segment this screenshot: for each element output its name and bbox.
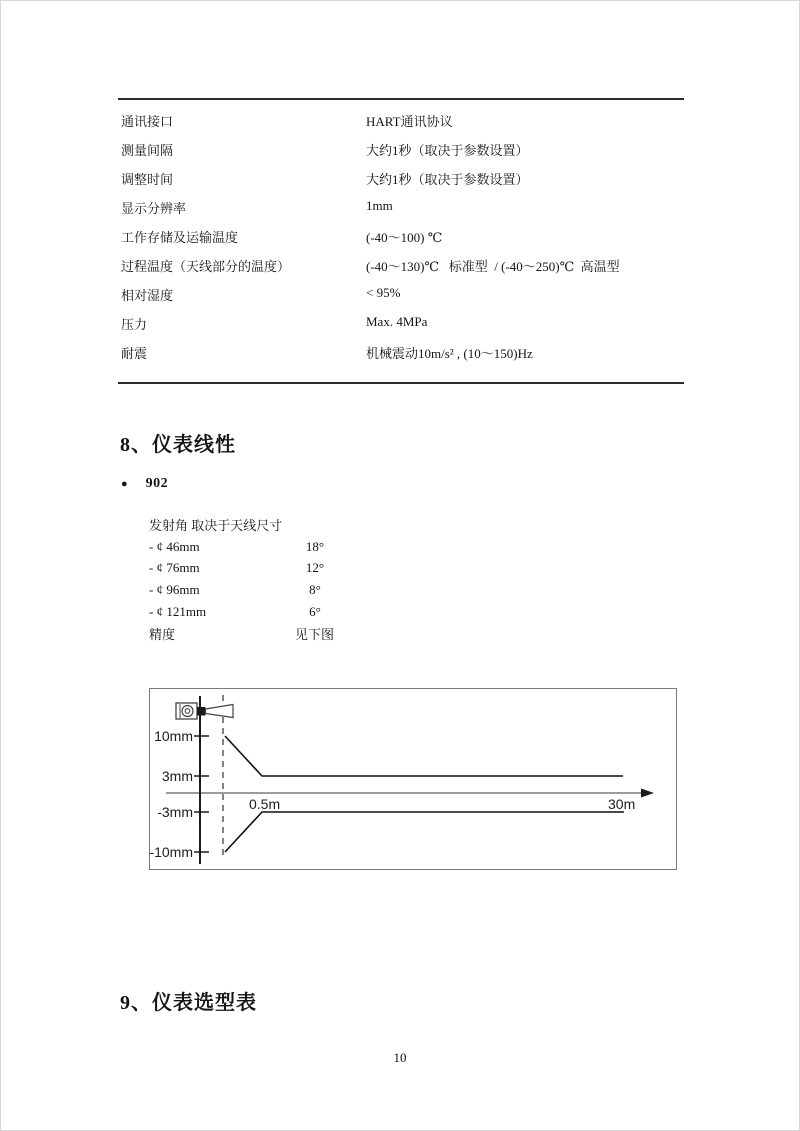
spec-label: 显示分辨率	[121, 201, 187, 216]
spec-label: 测量间隔	[121, 143, 174, 158]
accuracy-diagram-svg	[149, 688, 677, 870]
accuracy-label: 精度	[149, 626, 176, 642]
spec-value: 大约1秒（取决于参数设置）	[366, 143, 529, 158]
bullet-item-902	[121, 476, 168, 492]
spec-value: HART通讯协议	[366, 114, 453, 129]
beam-angle-list	[149, 514, 409, 644]
accuracy-diagram	[149, 688, 677, 870]
section-9-title: 9、仪表选型表	[120, 992, 257, 1014]
y-label-10mm: 10mm	[154, 728, 193, 744]
spec-label: 通讯接口	[121, 114, 174, 129]
y-label-neg3mm: -3mm	[157, 804, 193, 820]
spec-value: 大约1秒（取决于参数设置）	[366, 172, 529, 187]
spec-table	[118, 98, 684, 384]
beam-intro	[149, 514, 409, 536]
antenna-size: - ¢ 46mm	[149, 538, 200, 554]
table-row	[118, 285, 684, 314]
table-row	[118, 169, 684, 198]
x-label-far: 30m	[608, 796, 636, 812]
bullet-icon: ●	[121, 477, 128, 490]
table-row	[118, 227, 684, 256]
list-item	[149, 601, 409, 623]
list-item	[149, 536, 409, 558]
bullet-label: 902	[145, 476, 169, 491]
spec-value: Max. 4MPa	[366, 314, 428, 329]
table-row	[118, 140, 684, 169]
table-row	[118, 256, 684, 285]
page-number: 10	[393, 1050, 407, 1065]
spec-value: 1mm	[366, 198, 393, 213]
table-row	[118, 111, 684, 140]
list-item	[149, 579, 409, 601]
spec-label: 过程温度（天线部分的温度）	[121, 259, 291, 274]
spec-label: 工作存储及运输温度	[121, 230, 239, 245]
antenna-size: - ¢ 76mm	[149, 560, 200, 576]
beam-intro-text: 发射角 取决于天线尺寸	[149, 518, 283, 534]
spec-label: 耐震	[121, 346, 148, 361]
spec-label: 相对湿度	[121, 288, 174, 303]
table-row	[118, 198, 684, 227]
accuracy-value: 见下图	[295, 626, 335, 642]
spec-label: 调整时间	[121, 172, 174, 187]
beam-angle-value: 12°	[305, 560, 325, 576]
table-row	[118, 314, 684, 343]
list-item	[149, 557, 409, 579]
table-row	[118, 343, 684, 372]
spec-value: 机械震动10m/s² , (10～150)Hz	[366, 346, 533, 361]
beam-angle-value: 18°	[305, 538, 325, 554]
y-label-neg10mm: -10mm	[149, 844, 193, 860]
beam-angle-value: 8°	[309, 581, 321, 597]
antenna-size: - ¢ 121mm	[149, 603, 207, 619]
spec-label: 压力	[121, 317, 148, 332]
y-label-3mm: 3mm	[161, 768, 193, 784]
beam-angle-value: 6°	[309, 603, 321, 619]
spec-value: < 95%	[366, 285, 401, 300]
spec-value: (-40～100) ℃	[366, 230, 443, 245]
antenna-size: - ¢ 96mm	[149, 581, 200, 597]
section-8-title: 8、仪表线性	[120, 434, 236, 456]
accuracy-row	[149, 622, 409, 644]
x-label-near: 0.5m	[249, 796, 281, 812]
spec-value: (-40～130)℃ 标准型 / (-40～250)℃ 高温型	[366, 259, 620, 274]
